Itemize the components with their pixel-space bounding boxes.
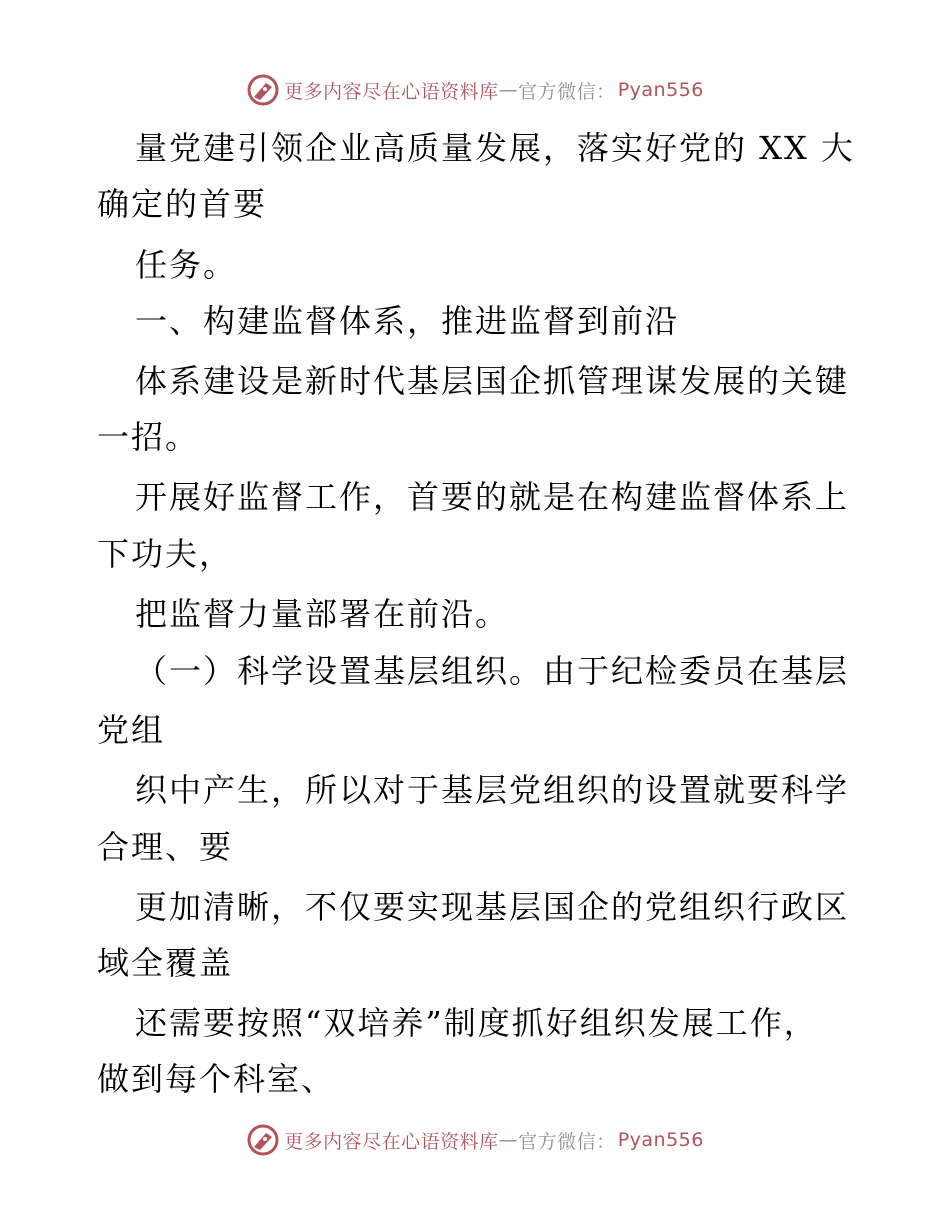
watermark-dash: — (498, 79, 519, 101)
text-line-15: 域全覆盖 (97, 944, 234, 982)
watermark-brand: 更多内容尽在心语资料库 (284, 80, 499, 103)
text-line-13: 合理、要 (97, 828, 234, 866)
footer-watermark (0, 1120, 950, 1160)
text-line-3: 任务。 (135, 246, 238, 284)
pen-nib-logo-icon (246, 73, 280, 107)
watermark-dash: — (498, 1129, 519, 1151)
watermark-id: Pyan556 (617, 1129, 704, 1151)
section-heading: 一、构建监督体系，推进监督到前沿 (135, 302, 680, 340)
text-line-14: 更加清晰，不仅要实现基层国企的党组织行政区 (135, 888, 850, 926)
header-watermark (0, 70, 950, 110)
text-line-2: 确定的首要 (97, 185, 268, 223)
pen-nib-logo-icon (246, 1123, 280, 1157)
subsection-heading: （一）科学设置基层组织。由于纪检委员在基层 (135, 652, 850, 690)
watermark-label: 官方微信： (518, 80, 616, 103)
text-line-9: 把监督力量部署在前沿。 (135, 595, 510, 633)
text-line-7: 开展好监督工作，首要的就是在构建监督体系上 (135, 478, 850, 516)
text-line-8: 下功夫， (97, 535, 234, 573)
text-line-11: 党组 (97, 711, 166, 749)
watermark-label: 官方微信： (518, 1130, 616, 1153)
watermark-id: Pyan556 (617, 79, 704, 101)
text-line-16: 还需要按照“双培养”制度抓好组织发展工作， (135, 1004, 818, 1042)
text-line-5: 体系建设是新时代基层国企抓管理谋发展的关键 (135, 362, 850, 400)
text-line-12: 织中产生，所以对于基层党组织的设置就要科学 (135, 771, 850, 809)
text-line-1: 量党建引领企业高质量发展，落实好党的 XX 大 (135, 129, 855, 167)
text-line-6: 一招。 (97, 418, 200, 456)
watermark-brand: 更多内容尽在心语资料库 (284, 1130, 499, 1153)
text-line-17: 做到每个科室、 (97, 1060, 336, 1098)
